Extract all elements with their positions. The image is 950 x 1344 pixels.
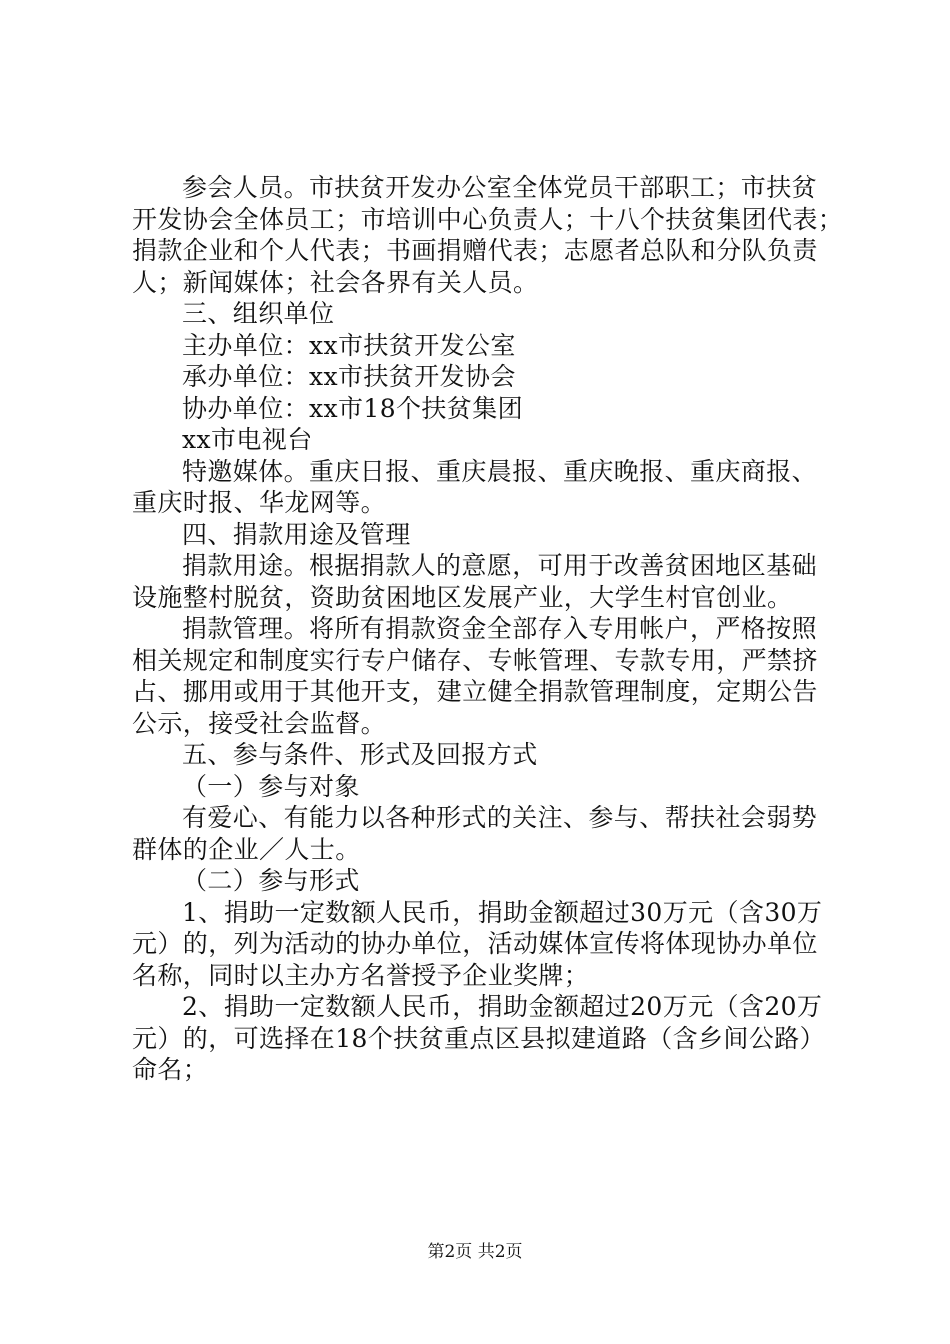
paragraph-line: 人；新闻媒体；社会各界有关人员。 <box>132 267 539 297</box>
document-body <box>132 172 844 1086</box>
paragraph-line: 参会人员。市扶贫开发办公室全体党员干部职工；市扶贫 <box>182 173 818 202</box>
subsection-heading: （一）参与对象 <box>182 771 360 801</box>
section-heading: 五、参与条件、形式及回报方式 <box>182 740 538 769</box>
paragraph-line: 开发协会全体员工；市培训中心负责人；十八个扶贫集团代表； <box>132 204 844 234</box>
paragraph-line: 设施整村脱贫，资助贫困地区发展产业，大学生村官创业。 <box>132 582 793 612</box>
paragraph-line: 主办单位：xx市扶贫开发公室 <box>182 330 516 360</box>
paragraph-line: 1、捐助一定数额人民币，捐助金额超过30万元（含30万 <box>182 897 823 927</box>
paragraph-line: 有爱心、有能力以各种形式的关注、参与、帮扶社会弱势 <box>182 803 818 832</box>
paragraph-line: 占、挪用或用于其他开支，建立健全捐款管理制度，定期公告 <box>132 677 818 706</box>
paragraph-line: 重庆时报、华龙网等。 <box>132 488 387 517</box>
paragraph-line: 协办单位：xx市18个扶贫集团 <box>182 393 524 423</box>
paragraph-line: 群体的企业／人士。 <box>132 834 361 864</box>
paragraph-line: 2、捐助一定数额人民币，捐助金额超过20万元（含20万 <box>182 992 823 1021</box>
paragraph-line: 相关规定和制度实行专户储存、专帐管理、专款专用，严禁挤 <box>132 645 818 675</box>
section-heading: 四、捐款用途及管理 <box>182 519 411 549</box>
paragraph-line: 捐款管理。将所有捐款资金全部存入专用帐户，严格按照 <box>182 614 818 643</box>
paragraph-line: 捐款用途。根据捐款人的意愿，可用于改善贫困地区基础 <box>182 551 818 580</box>
paragraph-line: 承办单位：xx市扶贫开发协会 <box>182 362 516 391</box>
paragraph-line: 捐款企业和个人代表；书画捐赠代表；志愿者总队和分队负责 <box>132 236 818 265</box>
section-heading: 三、组织单位 <box>182 299 335 328</box>
page-number-footer: 第2页 共2页 <box>427 1242 523 1262</box>
paragraph-line: 命名； <box>132 1055 209 1084</box>
paragraph-line: 特邀媒体。重庆日报、重庆晨报、重庆晚报、重庆商报、 <box>182 456 818 486</box>
paragraph-line: 元）的，可选择在18个扶贫重点区县拟建道路（含乡间公路） <box>132 1023 826 1053</box>
paragraph-line: 元）的，列为活动的协办单位，活动媒体宣传将体现协办单位 <box>132 929 818 958</box>
paragraph-line: xx市电视台 <box>182 425 313 454</box>
subsection-heading: （二）参与形式 <box>182 866 360 895</box>
paragraph-line: 名称，同时以主办方名誉授予企业奖牌； <box>132 960 590 990</box>
paragraph-line: 公示，接受社会监督。 <box>132 708 387 738</box>
